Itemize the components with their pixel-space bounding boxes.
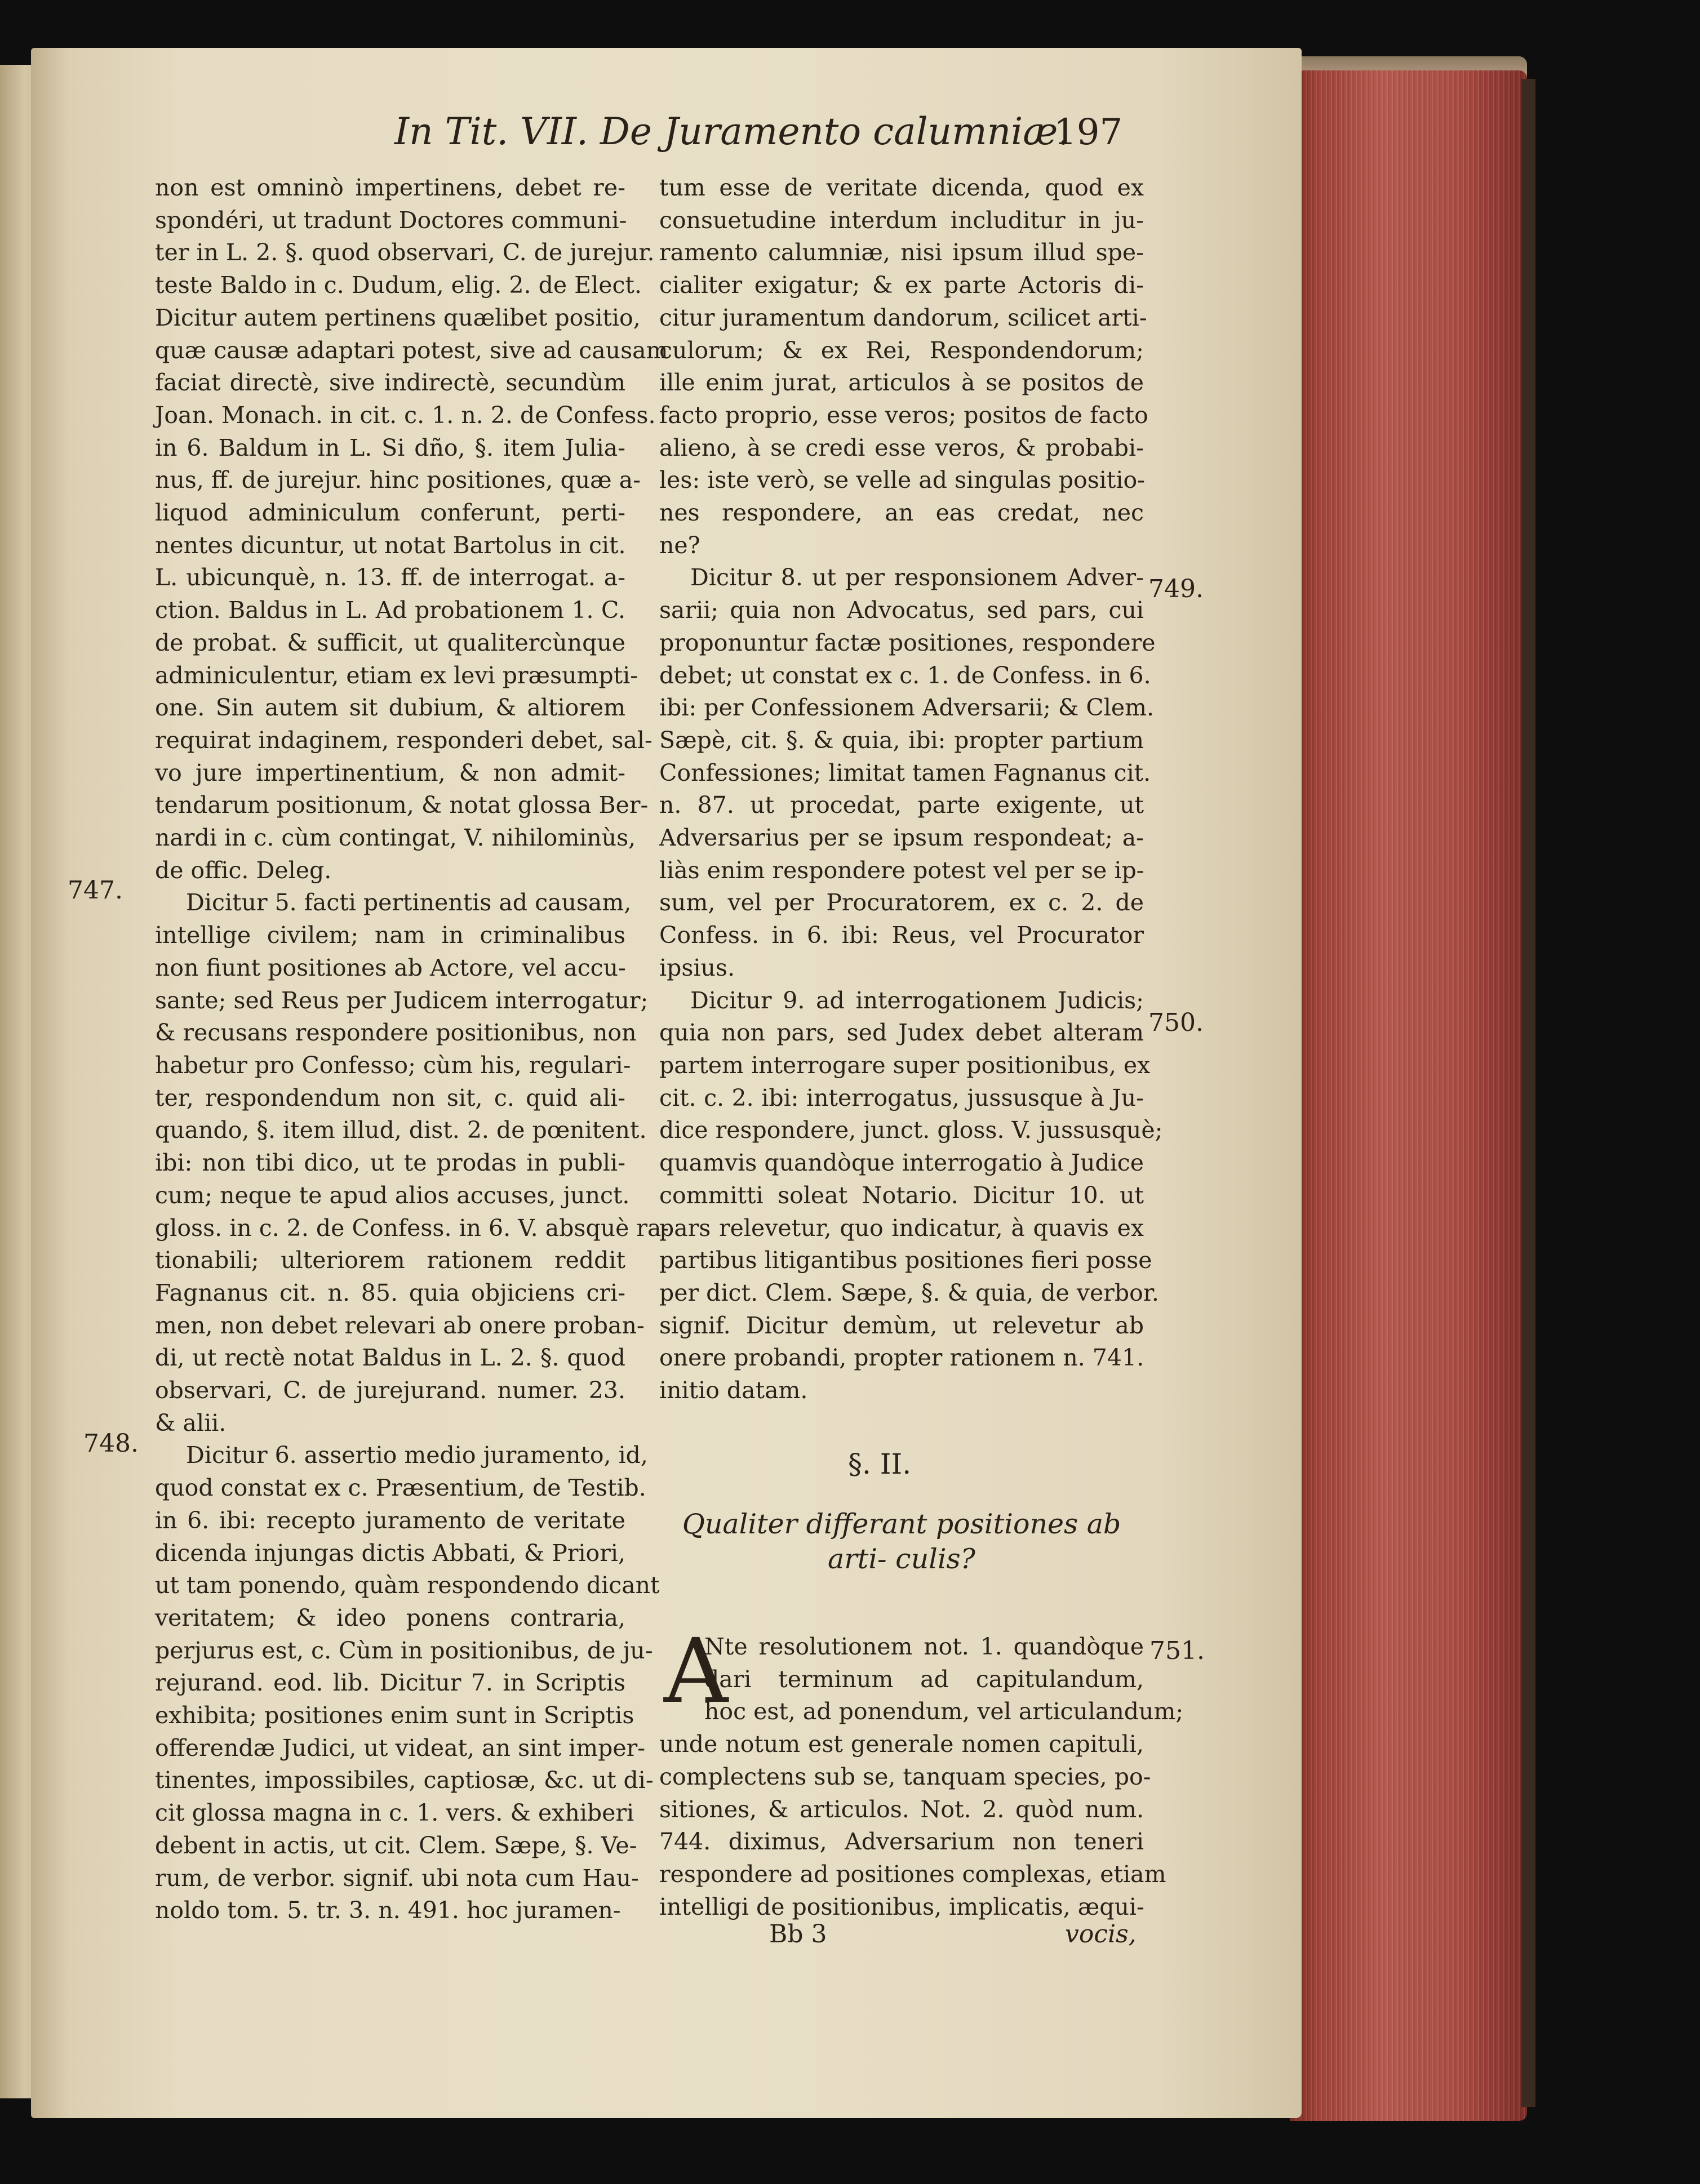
- text-line: Confess. in 6. ibi: Reus, vel Procurator: [659, 922, 1144, 949]
- text-line: liquod adminiculum conferunt, perti-: [155, 499, 625, 527]
- text-line: Dicitur autem pertinens quælibet positio,: [155, 304, 641, 331]
- text-line: per dict. Clem. Sæpe, §. & quia, de verbor.: [659, 1279, 1159, 1306]
- book-cover-edge: [1521, 79, 1535, 2107]
- drop-cap-initial: A: [664, 1620, 729, 1723]
- text-line: unde notum est generale nomen capituli,: [659, 1731, 1144, 1758]
- text-line: vo jure impertinentium, & non admit-: [155, 759, 625, 786]
- text-line: complectens sub se, tanquam species, po-: [659, 1763, 1151, 1790]
- text-line: ction. Baldus in L. Ad probationem 1. C.: [155, 597, 625, 624]
- text-line: Dicitur 9. ad interrogationem Judicis;: [690, 986, 1144, 1014]
- text-line: ibi: non tibi dico, ut te prodas in publi-: [155, 1149, 625, 1177]
- text-line: partem interrogare super positionibus, ex: [659, 1051, 1151, 1079]
- text-line: ne?: [659, 531, 700, 559]
- text-line: quia non pars, sed Judex debet alteram: [659, 1019, 1144, 1047]
- text-line: nes respondere, an eas credat, nec: [659, 499, 1144, 527]
- text-line: 744. diximus, Adversarium non teneri: [659, 1828, 1144, 1856]
- left-text-column: [155, 172, 669, 1927]
- text-line: Dicitur 5. facti pertinentis ad causam,: [186, 889, 632, 917]
- text-line: nentes dicuntur, ut notat Bartolus in cit.: [155, 531, 626, 559]
- text-line: dice respondere, junct. gloss. V. jussusquè;: [659, 1117, 1163, 1144]
- text-line: committi soleat Notario. Dicitur 10. ut: [659, 1181, 1144, 1209]
- running-head: In Tit. VII. De Juramento calumniæ.: [394, 110, 1070, 153]
- text-line: tum esse de veritate dicenda, quod ex: [659, 174, 1144, 201]
- text-line: in 6. Baldum in L. Si dño, §. item Julia-: [155, 434, 625, 461]
- text-line: de offic. Deleg.: [155, 856, 332, 884]
- text-line: men, non debet relevari ab onere proban-: [155, 1311, 645, 1339]
- text-line: ter, respondendum non sit, c. quid ali-: [155, 1084, 625, 1111]
- text-line: initio datam.: [659, 1377, 808, 1404]
- text-line: perjurus est, c. Cùm in positionibus, de ju-: [155, 1636, 653, 1664]
- text-line: tendarum positionum, & notat glossa Ber-: [155, 791, 649, 819]
- text-line: dari terminum ad capitulandum,: [704, 1665, 1144, 1693]
- page-number: 197: [1054, 112, 1123, 153]
- text-line: Fagnanus cit. n. 85. quia objiciens cri-: [155, 1279, 625, 1306]
- text-line: quamvis quandòque interrogatio à Judice: [659, 1149, 1144, 1177]
- signature-mark: Bb 3: [769, 1920, 827, 1949]
- text-line: non fiunt positiones ab Actore, vel accu-: [155, 954, 626, 981]
- margin-number-748: 748.: [83, 1429, 139, 1458]
- text-line: proponuntur factæ positiones, respondere: [659, 629, 1156, 656]
- text-line: offerendæ Judici, ut videat, an sint imper-: [155, 1734, 646, 1762]
- text-line: ut tam ponendo, quàm respondendo dicant: [155, 1572, 660, 1599]
- text-line: veritatem; & ideo ponens contraria,: [155, 1604, 625, 1631]
- text-line: nardi in c. cùm contingat, V. nihilominùs,: [155, 824, 636, 852]
- text-line: debet; ut constat ex c. 1. de Confess. in 6.: [659, 661, 1151, 689]
- text-line: Confessiones; limitat tamen Fagnanus cit.: [659, 759, 1151, 786]
- text-line: tinentes, impossibiles, captiosæ, &c. ut di-: [155, 1767, 654, 1794]
- text-line: Sæpè, cit. §. & quia, ibi: propter partium: [659, 726, 1144, 754]
- text-line: noldo tom. 5. tr. 3. n. 491. hoc juramen-: [155, 1897, 621, 1924]
- margin-number-751: 751.: [1149, 1636, 1205, 1665]
- text-line: les: iste verò, se velle ad singulas positio-: [659, 466, 1146, 494]
- text-line: & recusans respondere positionibus, non: [155, 1019, 637, 1047]
- text-line: one. Sin autem sit dubium, & altiorem: [155, 694, 625, 722]
- text-line: consuetudine interdum includitur in ju-: [659, 206, 1144, 234]
- text-line: nus, ff. de jurejur. hinc positiones, quæ a-: [155, 466, 641, 494]
- text-line: facto proprio, esse veros; positos de facto: [659, 401, 1148, 429]
- text-line: hoc est, ad ponendum, vel articulandum;: [704, 1698, 1184, 1725]
- text-line: signif. Dicitur demùm, ut relevetur ab: [659, 1311, 1144, 1339]
- text-line: adminiculentur, etiam ex levi præsumpti-: [155, 661, 638, 689]
- text-line: requirat indaginem, responderi debet, sal-: [155, 726, 653, 754]
- text-line: exhibita; positiones enim sunt in Scriptis: [155, 1702, 634, 1729]
- text-line: n. 87. ut procedat, parte exigente, ut: [659, 791, 1144, 819]
- text-line: observari, C. de jurejurand. numer. 23.: [155, 1377, 625, 1404]
- right-text-column: [659, 172, 1163, 1407]
- text-line: sante; sed Reus per Judicem interrogatur;: [155, 986, 649, 1014]
- text-line: intelligi de positionibus, implicatis, æqui-: [659, 1893, 1144, 1920]
- text-line: rejurand. eod. lib. Dicitur 7. in Scriptis: [155, 1669, 625, 1697]
- text-line: Dicitur 8. ut per responsionem Adver-: [690, 564, 1144, 591]
- text-line: debent in actis, ut cit. Clem. Sæpe, §. Ve-: [155, 1831, 637, 1859]
- text-line: citur juramentum dandorum, scilicet arti-: [659, 304, 1147, 331]
- text-line: cit. c. 2. ibi: interrogatus, jussusque à Ju-: [659, 1084, 1144, 1111]
- text-line: cum; neque te apud alios accuses, junct.: [155, 1181, 630, 1209]
- text-line: Joan. Monach. in cit. c. 1. n. 2. de Confess.: [155, 401, 656, 429]
- text-line: habetur pro Confesso; cùm his, regulari-: [155, 1051, 631, 1079]
- text-line: quando, §. item illud, dist. 2. de pœnitent.: [155, 1117, 647, 1144]
- margin-number-747: 747.: [68, 876, 123, 905]
- text-line: ipsius.: [659, 954, 735, 981]
- text-line: teste Baldo in c. Dudum, elig. 2. de Elect.: [155, 272, 642, 299]
- text-line: pars relevetur, quo indicatur, à quavis ex: [659, 1214, 1144, 1242]
- text-line: quod constat ex c. Præsentium, de Testib.: [155, 1474, 646, 1502]
- text-line: ille enim jurat, articulos à se positos de: [659, 369, 1144, 397]
- text-line: rum, de verbor. signif. ubi nota cum Hau-: [155, 1864, 639, 1892]
- text-line: tionabili; ulteriorem rationem reddit: [155, 1247, 625, 1274]
- text-line: quæ causæ adaptari potest, sive ad causam: [155, 336, 668, 364]
- text-line: onere probandi, propter rationem n. 741.: [659, 1344, 1144, 1372]
- text-line: dicenda injungas dictis Abbati, & Priori,: [155, 1539, 625, 1567]
- red-page-edges: [1290, 70, 1527, 2121]
- text-line: intellige civilem; nam in criminalibus: [155, 922, 625, 949]
- text-line: Dicitur 6. assertio medio juramento, id,: [186, 1442, 648, 1469]
- text-line: & alii.: [155, 1409, 227, 1436]
- margin-number-750: 750.: [1148, 1008, 1204, 1037]
- text-line: ramento calumniæ, nisi ipsum illud spe-: [659, 239, 1144, 266]
- text-line: Nte resolutionem not. 1. quandòque: [704, 1633, 1144, 1660]
- text-line: L. ubicunquè, n. 13. ff. de interrogat. a-: [155, 564, 625, 591]
- text-line: spondéri, ut tradunt Doctores communi-: [155, 206, 627, 234]
- text-line: in 6. ibi: recepto juramento de veritate: [155, 1506, 625, 1534]
- text-line: sum, vel per Procuratorem, ex c. 2. de: [659, 889, 1144, 917]
- text-line: gloss. in c. 2. de Confess. in 6. V. absquè ra-: [155, 1214, 669, 1242]
- catchword: vocis,: [1065, 1920, 1137, 1949]
- text-line: sarii; quia non Advocatus, sed pars, cui: [659, 597, 1144, 624]
- text-line: cit glossa magna in c. 1. vers. & exhiberi: [155, 1799, 634, 1827]
- text-line: de probat. & sufficit, ut qualitercùnque: [155, 629, 625, 656]
- text-line: ibi: per Confessionem Adversarii; & Clem.: [659, 694, 1155, 722]
- text-line: sitiones, & articulos. Not. 2. quòd num.: [659, 1795, 1144, 1823]
- text-line: partibus litigantibus positiones fieri posse: [659, 1247, 1152, 1274]
- section-title: Qualiter differant positiones ab arti- culis?: [682, 1508, 1121, 1575]
- text-line: Adversarius per se ipsum respondeat; a-: [659, 824, 1144, 852]
- section-mark: §. II.: [848, 1448, 912, 1480]
- text-line: ter in L. 2. §. quod observari, C. de jurejur.: [155, 239, 655, 266]
- text-line: faciat directè, sive indirectè, secundùm: [155, 369, 625, 397]
- margin-number-749: 749.: [1148, 575, 1204, 603]
- text-line: cialiter exigatur; & ex parte Actoris di-: [659, 272, 1144, 299]
- text-line: non est omninò impertinens, debet re-: [155, 174, 625, 201]
- text-line: culorum; & ex Rei, Respondendorum;: [659, 336, 1144, 364]
- text-line: alieno, à se credi esse veros, & probabi-: [659, 434, 1144, 461]
- text-line: di, ut rectè notat Baldus in L. 2. §. quod: [155, 1344, 625, 1372]
- text-line: liàs enim respondere potest vel per se ip-: [659, 856, 1144, 884]
- text-line: respondere ad positiones complexas, etiam: [659, 1860, 1166, 1888]
